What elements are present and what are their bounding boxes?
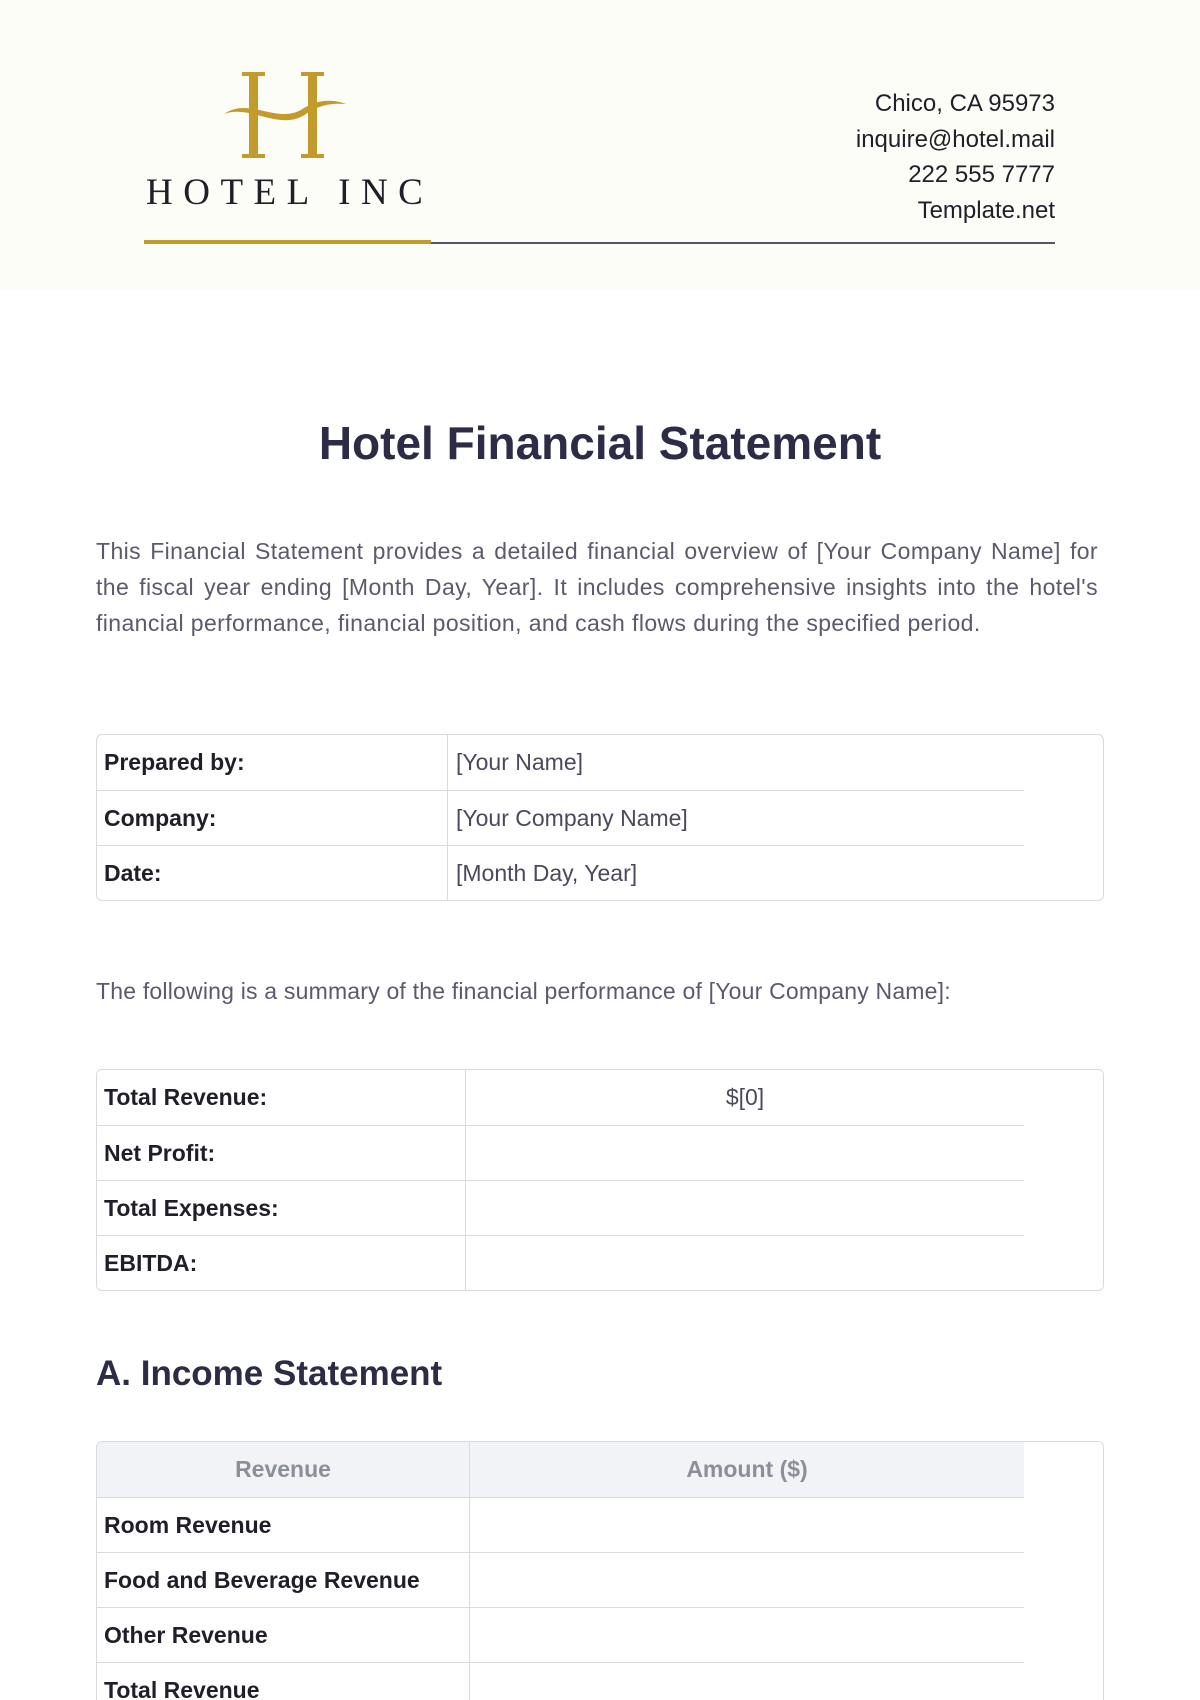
- revenue-label: Food and Beverage Revenue: [97, 1552, 470, 1607]
- revenue-amount: [470, 1607, 1024, 1662]
- table-row: [97, 1180, 1103, 1235]
- contact-phone: 222 555 7777: [908, 161, 1055, 188]
- revenue-label: Other Revenue: [97, 1607, 470, 1662]
- summary-value: [466, 1125, 1024, 1180]
- contact-email[interactable]: inquire@hotel.mail: [855, 125, 1055, 153]
- contact-website[interactable]: Template.net: [917, 196, 1055, 224]
- info-value: [Your Name]: [456, 749, 583, 775]
- header-divider: [431, 242, 1055, 244]
- revenue-amount: [470, 1497, 1024, 1552]
- table-row: [97, 1607, 1103, 1662]
- column-header-amount: Amount ($): [470, 1442, 1024, 1497]
- info-label: Prepared by:: [97, 735, 448, 790]
- table-row: [97, 1235, 1103, 1290]
- revenue-label: Total Revenue: [97, 1662, 470, 1700]
- hotel-h-monogram-icon: [220, 70, 348, 162]
- info-value: [Your Company Name]: [448, 790, 1024, 845]
- header-divider-accent: [144, 240, 431, 244]
- table-header-row: [97, 1442, 1103, 1497]
- contact-block: [856, 86, 1055, 228]
- table-row: [97, 1125, 1103, 1180]
- summary-label: Net Profit:: [97, 1125, 466, 1180]
- brand-name: HOTEL INC: [146, 172, 434, 213]
- revenue-amount: [470, 1662, 1024, 1700]
- table-row: [97, 790, 1103, 845]
- summary-intro: The following is a summary of the financial performance of [Your Company Name]:: [96, 978, 951, 1004]
- revenue-amount: [470, 1552, 1024, 1607]
- summary-label: Total Expenses:: [97, 1180, 466, 1235]
- table-row: [97, 845, 1103, 900]
- financial-summary-table: [96, 1069, 1104, 1291]
- table-row: [97, 735, 1103, 790]
- summary-value: [466, 1235, 1024, 1290]
- intro-paragraph: This Financial Statement provides a detailed financial overview of [Your Company Name] for the fiscal year ending [Month Day, Year]. It includes comprehensive insights into the hotel's financial performance, financial position, and cash flows during the specified period.: [96, 538, 1098, 636]
- table-row: [97, 1497, 1103, 1552]
- summary-value: $[0]: [725, 1084, 765, 1110]
- summary-label: Total Revenue:: [97, 1070, 466, 1125]
- table-row: [97, 1070, 1103, 1125]
- info-label: Company:: [97, 790, 448, 845]
- document-info-table: [96, 734, 1104, 901]
- contact-address: Chico, CA 95973: [874, 90, 1055, 117]
- table-row: [97, 1662, 1103, 1700]
- letterhead: [0, 0, 1200, 290]
- info-label: Date:: [97, 845, 448, 900]
- info-value: [Month Day, Year]: [448, 845, 1024, 900]
- column-header-revenue: Revenue: [97, 1442, 470, 1497]
- summary-label: EBITDA:: [97, 1235, 466, 1290]
- income-statement-table: [96, 1441, 1104, 1700]
- income-statement-heading: A. Income Statement: [96, 1354, 443, 1393]
- summary-value: [466, 1180, 1024, 1235]
- revenue-label: Room Revenue: [97, 1497, 470, 1552]
- table-row: [97, 1552, 1103, 1607]
- document-title: Hotel Financial Statement: [318, 417, 882, 469]
